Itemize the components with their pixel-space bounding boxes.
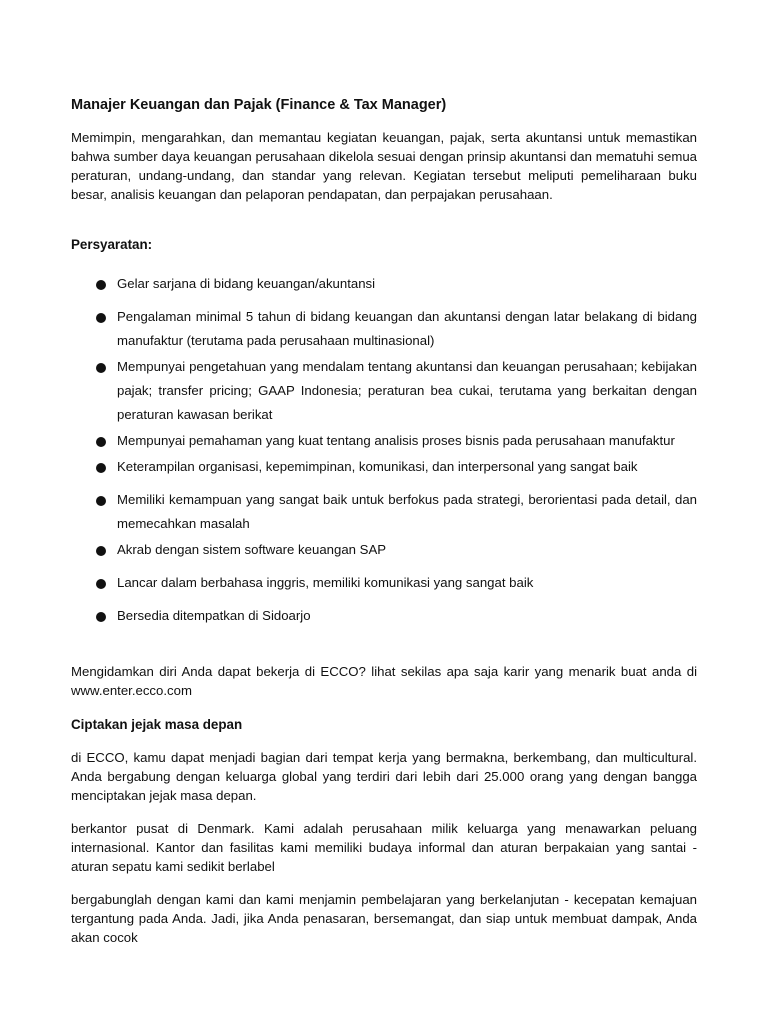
bullet-icon (96, 612, 106, 622)
requirement-text: Mempunyai pemahaman yang kuat tentang analisis proses bisnis pada perusahaan manufaktur (117, 433, 675, 448)
bullet-icon (96, 463, 106, 473)
requirement-text: Keterampilan organisasi, kepemimpinan, komunikasi, dan interpersonal yang sangat baik (117, 459, 638, 474)
list-item (71, 571, 697, 595)
list-item (71, 429, 697, 453)
list-item (71, 488, 697, 536)
list-item (71, 604, 697, 628)
page-title: Manajer Keuangan dan Pajak (Finance & Tax Manager) (71, 97, 447, 113)
bullet-icon (96, 363, 106, 373)
document-page (71, 96, 697, 947)
bullet-icon (96, 437, 106, 447)
requirement-text: Pengalaman minimal 5 tahun di bidang keuangan dan akuntansi dengan latar belakang di bidang manufaktur (terutama pada perusahaan multinasional) (117, 309, 697, 348)
requirement-text: Gelar sarjana di bidang keuangan/akuntansi (117, 276, 376, 291)
bullet-icon (96, 313, 106, 323)
bullet-icon (96, 280, 106, 290)
future-paragraph-3: bergabunglah dengan kami dan kami menjamin pembelajaran yang berkelanjutan - kecepatan kemajuan tergantung pada Anda. Jadi, jika Anda penasaran, bersemangat, dan siap untuk membuat dampak, Anda akan cocok (71, 892, 697, 945)
bullet-icon (96, 546, 106, 556)
future-paragraph-1: di ECCO, kamu dapat menjadi bagian dari tempat kerja yang bermakna, berkembang, dan multicultural. Anda bergabung dengan keluarga global yang terdiri dari lebih dari 25.000 orang yang dengan bangga menciptakan jejak masa depan. (71, 750, 697, 803)
requirements-heading: Persyaratan: (71, 237, 153, 252)
list-item (71, 305, 697, 353)
future-paragraph-2: berkantor pusat di Denmark. Kami adalah perusahaan milik keluarga yang menawarkan peluang internasional. Kantor dan fasilitas kami memiliki budaya informal dan aturan berpakaian yang santai - aturan sepatu kami sedikit berlabel (71, 821, 697, 874)
requirement-text: Memiliki kemampuan yang sangat baik untuk berfokus pada strategi, berorientasi pada detail, dan memecahkan masalah (117, 492, 697, 531)
intro-paragraph: Memimpin, mengarahkan, dan memantau kegiatan keuangan, pajak, serta akuntansi untuk memastikan bahwa sumber daya keuangan perusahaan dikelola sesuai dengan prinsip akuntansi dan mematuhi semua peraturan, undang-undang, dan standar yang relevan. Kegiatan tersebut meliputi pemeliharaan buku besar, analisis keuangan dan pelaporan pendapatan, dan perpajakan perusahaan. (71, 130, 697, 202)
bullet-icon (96, 579, 106, 589)
list-item (71, 272, 697, 296)
list-item (71, 455, 697, 479)
requirements-list (71, 272, 697, 628)
list-item (71, 355, 697, 427)
bullet-icon (96, 496, 106, 506)
future-heading: Ciptakan jejak masa depan (71, 717, 243, 732)
list-item (71, 538, 697, 562)
requirement-text: Lancar dalam berbahasa inggris, memiliki komunikasi yang sangat baik (117, 575, 534, 590)
requirement-text: Mempunyai pengetahuan yang mendalam tentang akuntansi dan keuangan perusahaan; kebijakan pajak; transfer pricing; GAAP Indonesia; peraturan bea cukai, terutama yang berkaitan dengan peraturan kawasan berikat (117, 359, 697, 422)
requirement-text: Akrab dengan sistem software keuangan SAP (117, 542, 387, 557)
invite-paragraph: Mengidamkan diri Anda dapat bekerja di ECCO? lihat sekilas apa saja karir yang menarik buat anda di www.enter.ecco.com (71, 664, 697, 698)
requirement-text: Bersedia ditempatkan di Sidoarjo (117, 608, 311, 623)
